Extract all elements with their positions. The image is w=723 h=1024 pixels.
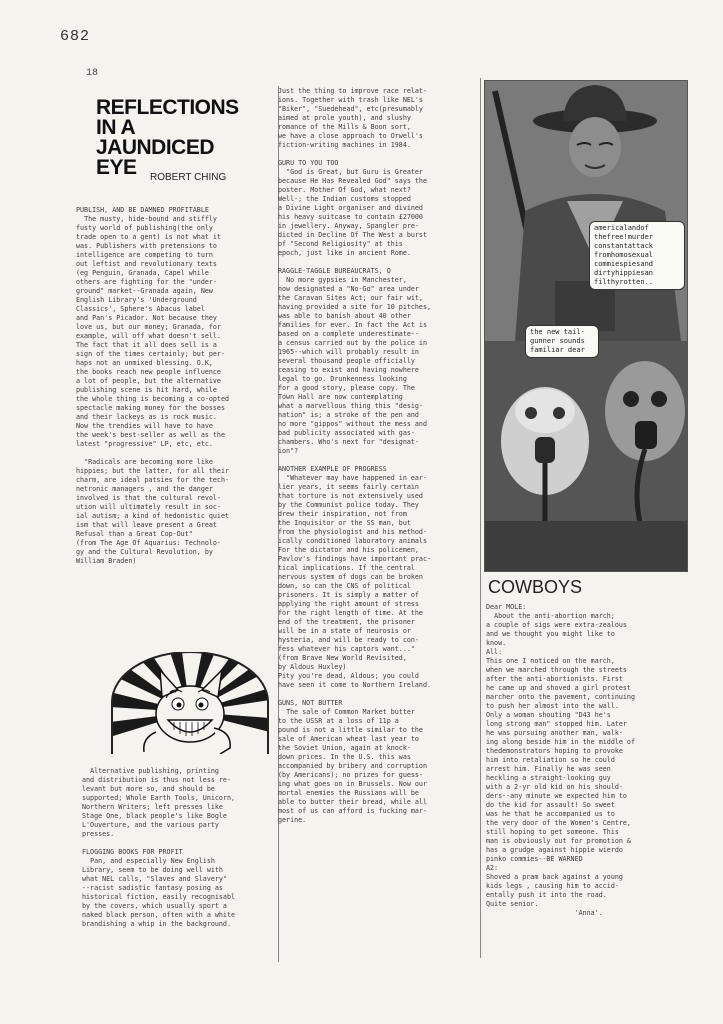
byline: ROBERT CHING	[150, 172, 227, 183]
column-2-text: Just the thing to improve race relat- ions. Together with trash like NEL's "Biker", "Suedehead", etc(presumably aimed at prole youth), and slushy romance of the Mills & Boon sort, we have a close approach to Orwell's fiction-writing machines in 1984. GURU TO YOU TOO "God is Great, but Guru is Greater because He Has Revealed God" says the poster. Mother Of God, what next? Well-; the Indian customs stopped a Divine Light organiser and divined his heavy suitcase to contain £27000 in jewellery. Anyway, Spangler pre- dicted in Decline Of The West a burst of "Second Religiosity" at this epoch, just like in ancient Rome. RAGGLE-TAGGLE BUREAUCRATS, O No more gypsies in Manchester, now designated a "No-Go" area under the Caravan Sites Act; our fair wit, having provided a site for 10 pitches, was able to banish about 40 other families for ever. In fact the Act is based on a complete underestimate-- a census carried out by the police in 1965--which will probably result in several thousand people officially ceasing to exist and having nowhere legal to go. Drunkenness looking for a good story, please copy. The Town Hall are now contemplating what a marvellous thing this "desig- nation" is; a stroke of the pen and no more "gippos" without the mess and bad publicity associated with gas- chambers. Who's next for "designat- ion"? ANOTHER EXAMPLE OF PROGRESS "Whatever may have happened in ear- lier years, it seems fairly certain that torture is not extensively used by the Communist police today. They drew their inspiration, not from the Inquisitor or the SS man, but from the physiologist and his method- ically conditioned laboratory animals For the dictator and his policemen, Pavlov's findings have important prac- tical implications. If the central nervous system of dogs can be broken down, so can the CNS of political prisoners. It is simply a matter of applying the right amount of stress for the right length of time. At the end of the treatment, the prisoner will be in a state of neurosis or hysteria, and will be ready to con- fess whatever his captors want..." (from Brave New World Revisited, by Aldous Huxley) Pity you're dead, Aldous; you could have seen it come to Northern Ireland. GUNS, NOT BUTTER The sale of Common Market butter to the USSR at a loss of 11p a pound is not a little similar to the sale of American wheat last year to the Soviet Union, again at knock- down prices. In the U.S. this was accompanied by bribery and corruption (by Americans); no prizes for guess- ing what goes on in Brussels. Now our mortal enemies the Russians will be able to butter their bread, while all most of us can afford is fucking mar- gerine.	[278, 87, 431, 824]
section-title-cowboys: COWBOYS	[488, 577, 583, 597]
article-headline: REFLECTIONS IN A JAUNDICED EYE	[96, 96, 239, 179]
column-1-bottom-text: Alternative publishing, printing and distribution is thus not less re- levant but more so, and should be supported; Whole Earth Tools, Unicorn, Northern Writers; left presses like Stage One, black people's like Bogle L'Ouverture, and the various party presses. FLOGGING BOOKS FOR PROFIT Pan, and especially New English Library, seem to be doing well with what NEL calls, "Slaves and Slavery" --racist sadistic fantasy posing as historical fiction, easily recognisabl by the covers, which usually sport a naked black person, often with a white brandishing a whip in the background.	[82, 767, 235, 928]
issue-mark: 18	[86, 68, 99, 79]
cowboy-gasmask-photo	[484, 80, 688, 572]
column-divider	[480, 78, 481, 958]
column-3-letter-text: Dear MOLE: About the anti-abortion march; a couple of sigs were extra-zealous and we thought you might like to know. All: This one I noticed on the march, when we marched through the streets after the anti-abortionists. First he came up and shoved a girl protest marcher onto the pavement, continuing to push her almost into the wall. Only a woman shouting "D43 he's long strong man" stopped him. Later he was pursuing another man, walk- ing along beside him in the middle of thedemonstrators hoping to provoke him into retaliation so he could arrest him. Finally he was seen heckling a straight-looking guy with a 2-yr old kid on his should- ders--any minute we expected him to do the kid for assault! So sweet was he that he accompanied us to the very door of the Women's Centre, still hoping to get someone. This man is obviously out for promotion & has a grudge against hippie wierdo pinko commies--BE WARNED A2: Shoved a pram back against a young kids legs , causing him to accid- entally push it into the road. Quite senior. 'Anna'.	[486, 603, 635, 917]
speech-bubble-left: the new tail- gunner sounds familiar dear	[525, 325, 599, 358]
speech-bubble-right: americalandof thefree!murder constantattack fromhomosexual commiespiesand dirtyhippiesan filthyrotten..	[589, 221, 685, 290]
column-1-top-text: PUBLISH, AND BE DAMNED PROFITABLE The musty, hide-bound and stiffly fusty world of publishing(the only trade open to a gent) is not what it was. Publishers with pretensions to intelligence are competing to turn out leftist and revolutionary texts (eg Penguin, Granada, Capel while others are fighting for the "under- ground" market--Granada again, New English Library's 'Underground Classics', Sphere's Abacus label and Pan's Picador. Not because they love us, but our money; Granada, for example, will off what doesn't sell. The fact that it all does sell is a sign of the times certainly; but per- haps not an unmixed blessing. O.K, the books reach new people influence a lot of people, but the alternative publishing scene is hit hard, while the whole thing is becoming a co-opted spectacle making money for the bosses and their lackeys as is rock music. Now the trendies will have to have the week's best-seller as well as the latest "progressive" LP, etc, etc. "Radicals are becoming more like hippies; but the latter, for all their charm, are ideal patsies for the tech- netronic managers , and the danger involved is that the cultural revol- ution will ultimately result in soc- ial autism; a kind of hedonistic quiet ism that will leave present a Great Refusal than a Great Cop-Out" (from The Age Of Aquarius: Technolo- gy and the Cultural Revolution, by William Braden)	[76, 206, 229, 565]
page-number: 682	[60, 28, 91, 45]
cartoon-cat-illustration	[110, 652, 270, 754]
